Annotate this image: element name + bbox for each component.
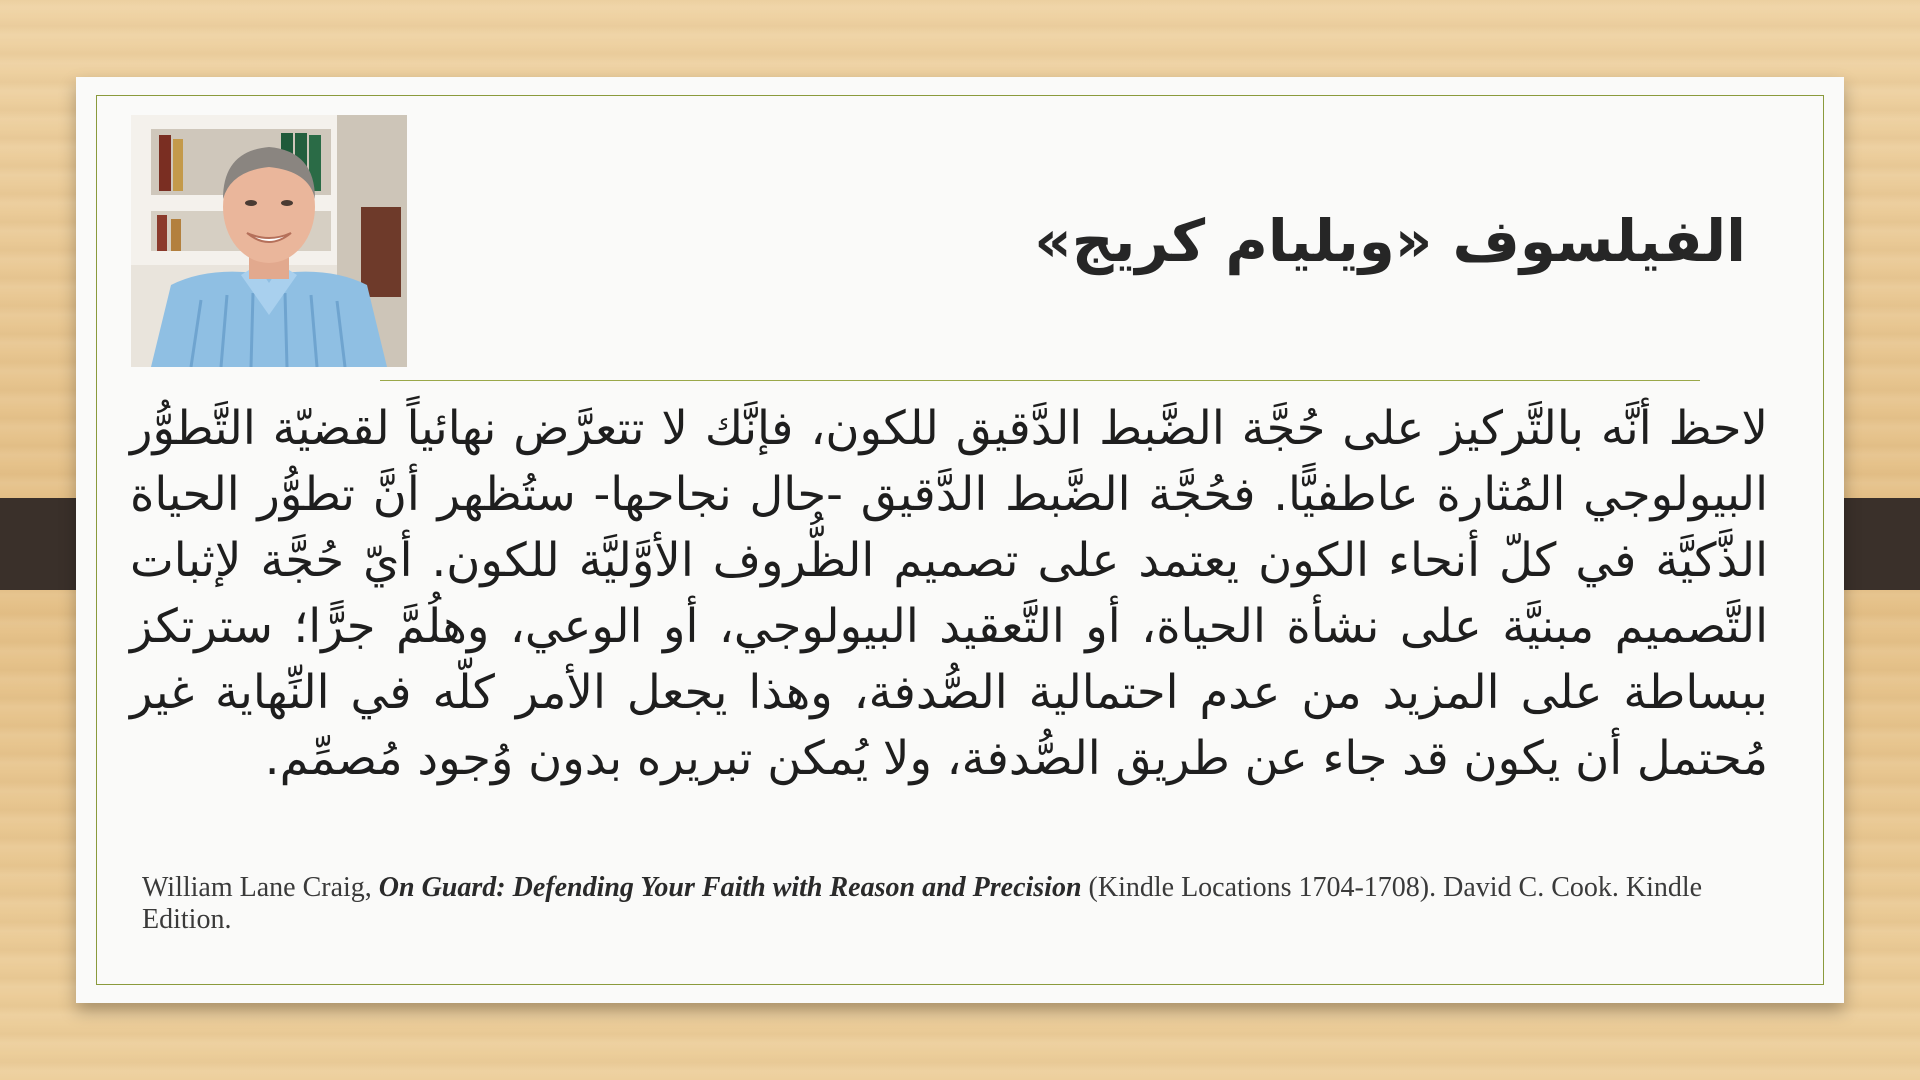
portrait-image xyxy=(131,115,407,367)
title-divider xyxy=(380,380,1700,381)
slide-card xyxy=(76,77,1844,1003)
author-photo xyxy=(131,115,407,367)
quote-body: لاحظ أنَّه بالتَّركيز على حُجَّة الضَّبط الدَّقيق للكون، فإنَّك لا تتعرَّض نهائياً لقضيّة التَّطوُّر البيولوجي المُثارة عاطفيًّا. فحُجَّة الضَّبط الدَّقيق -حال نجاحها- ستُظهر أنَّ تطوُّر الحياة الذَّكيَّة في كلّ أنحاء الكون يعتمد على تصميم الظُّروف الأوَّليَّة للكون. أيّ حُجَّة لإثبات التَّصميم مبنيَّة على نشأة الحياة، أو التَّعقيد البيولوجي، أو الوعي، وهلُمَّ جرًّا؛ سترتكز ببساطة على المزيد من عدم احتمالية الصُّدفة، وهذا يجعل الأمر كلّه في النِّهاية غير مُحتمل أن يكون قد جاء عن طريق الصُّدفة، ولا يُمكن تبريره بدون وُجود مُصمِّم. xyxy=(130,401,1768,785)
citation xyxy=(142,872,1774,936)
citation-details: (Kindle Locations 1704-1708). David C. Cook. Kindle Edition. xyxy=(142,872,1703,935)
citation-author: William Lane Craig, xyxy=(142,872,379,903)
citation-book-title: On Guard: Defending Your Faith with Reason and Precision xyxy=(378,872,1082,903)
slide-title: الفيلسوف «ويليام كريج» xyxy=(1034,207,1746,275)
